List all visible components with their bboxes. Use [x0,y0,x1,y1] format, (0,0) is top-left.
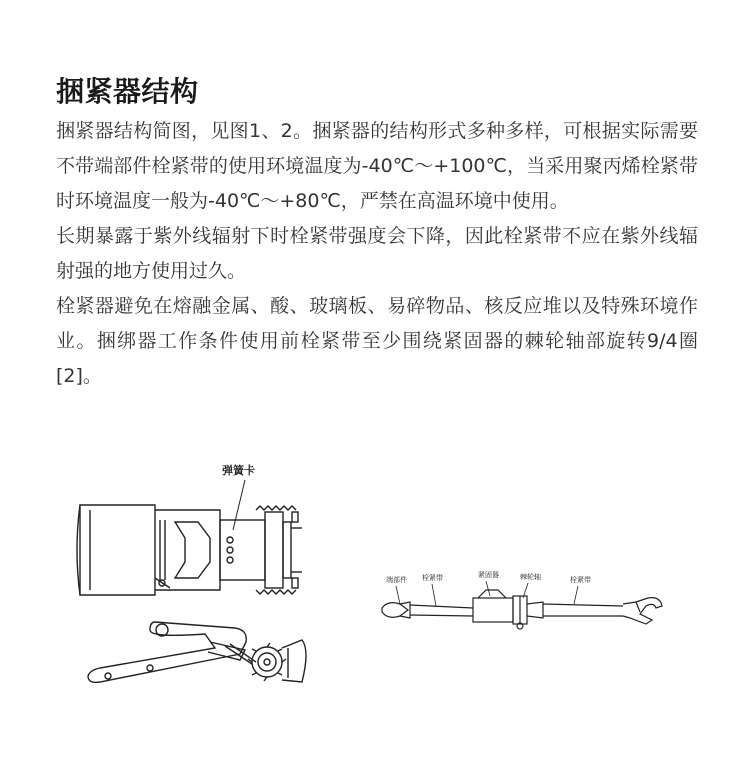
figure-1-ratchet-diagram [70,450,330,700]
figure-2-label-ratchet: 棘轮轴 [520,573,541,581]
paragraph-1: 捆紧器结构简图，见图1、2。捆紧器的结构形式多种多样，可根据实际需要不带端部件栓紧带的使用环境温度为-40℃～+100℃，当采用聚丙烯栓紧带时环境温度一般为-40℃～+80℃，严禁在高温环境中使用。 [56,120,698,212]
leader-line [233,480,245,530]
figure-2-strap-assembly [378,560,678,650]
paragraph-2: 长期暴露于紫外线辐射下时栓紧带强度会下降，因此栓紧带不应在紫外线辐射强的地方使用过久。 [56,225,698,282]
figure-2-label-fastener: 紧固器 [478,571,499,579]
figure-2-label-end: 端部件 [386,576,407,584]
page-title: 捆紧器结构 [56,75,199,108]
figure-1-label-spring: 弹簧卡 [222,464,255,477]
paragraph-3: 栓紧器避免在熔融金属、酸、玻璃板、易碎物品、核反应堆以及特殊环境作业。捆绑器工作条件使用前栓紧带至少围绕紧固器的棘轮轴部旋转9/4圈[2]。 [56,295,698,387]
figure-2-label-strap-left: 栓紧带 [422,574,443,582]
strap-top-view [77,505,302,595]
figure-2-label-strap-right: 栓紧带 [570,576,591,584]
body-text [56,114,698,394]
lever-side-view [88,622,306,682]
leader-lines [396,581,578,606]
strap-assembly-lines [382,590,662,629]
